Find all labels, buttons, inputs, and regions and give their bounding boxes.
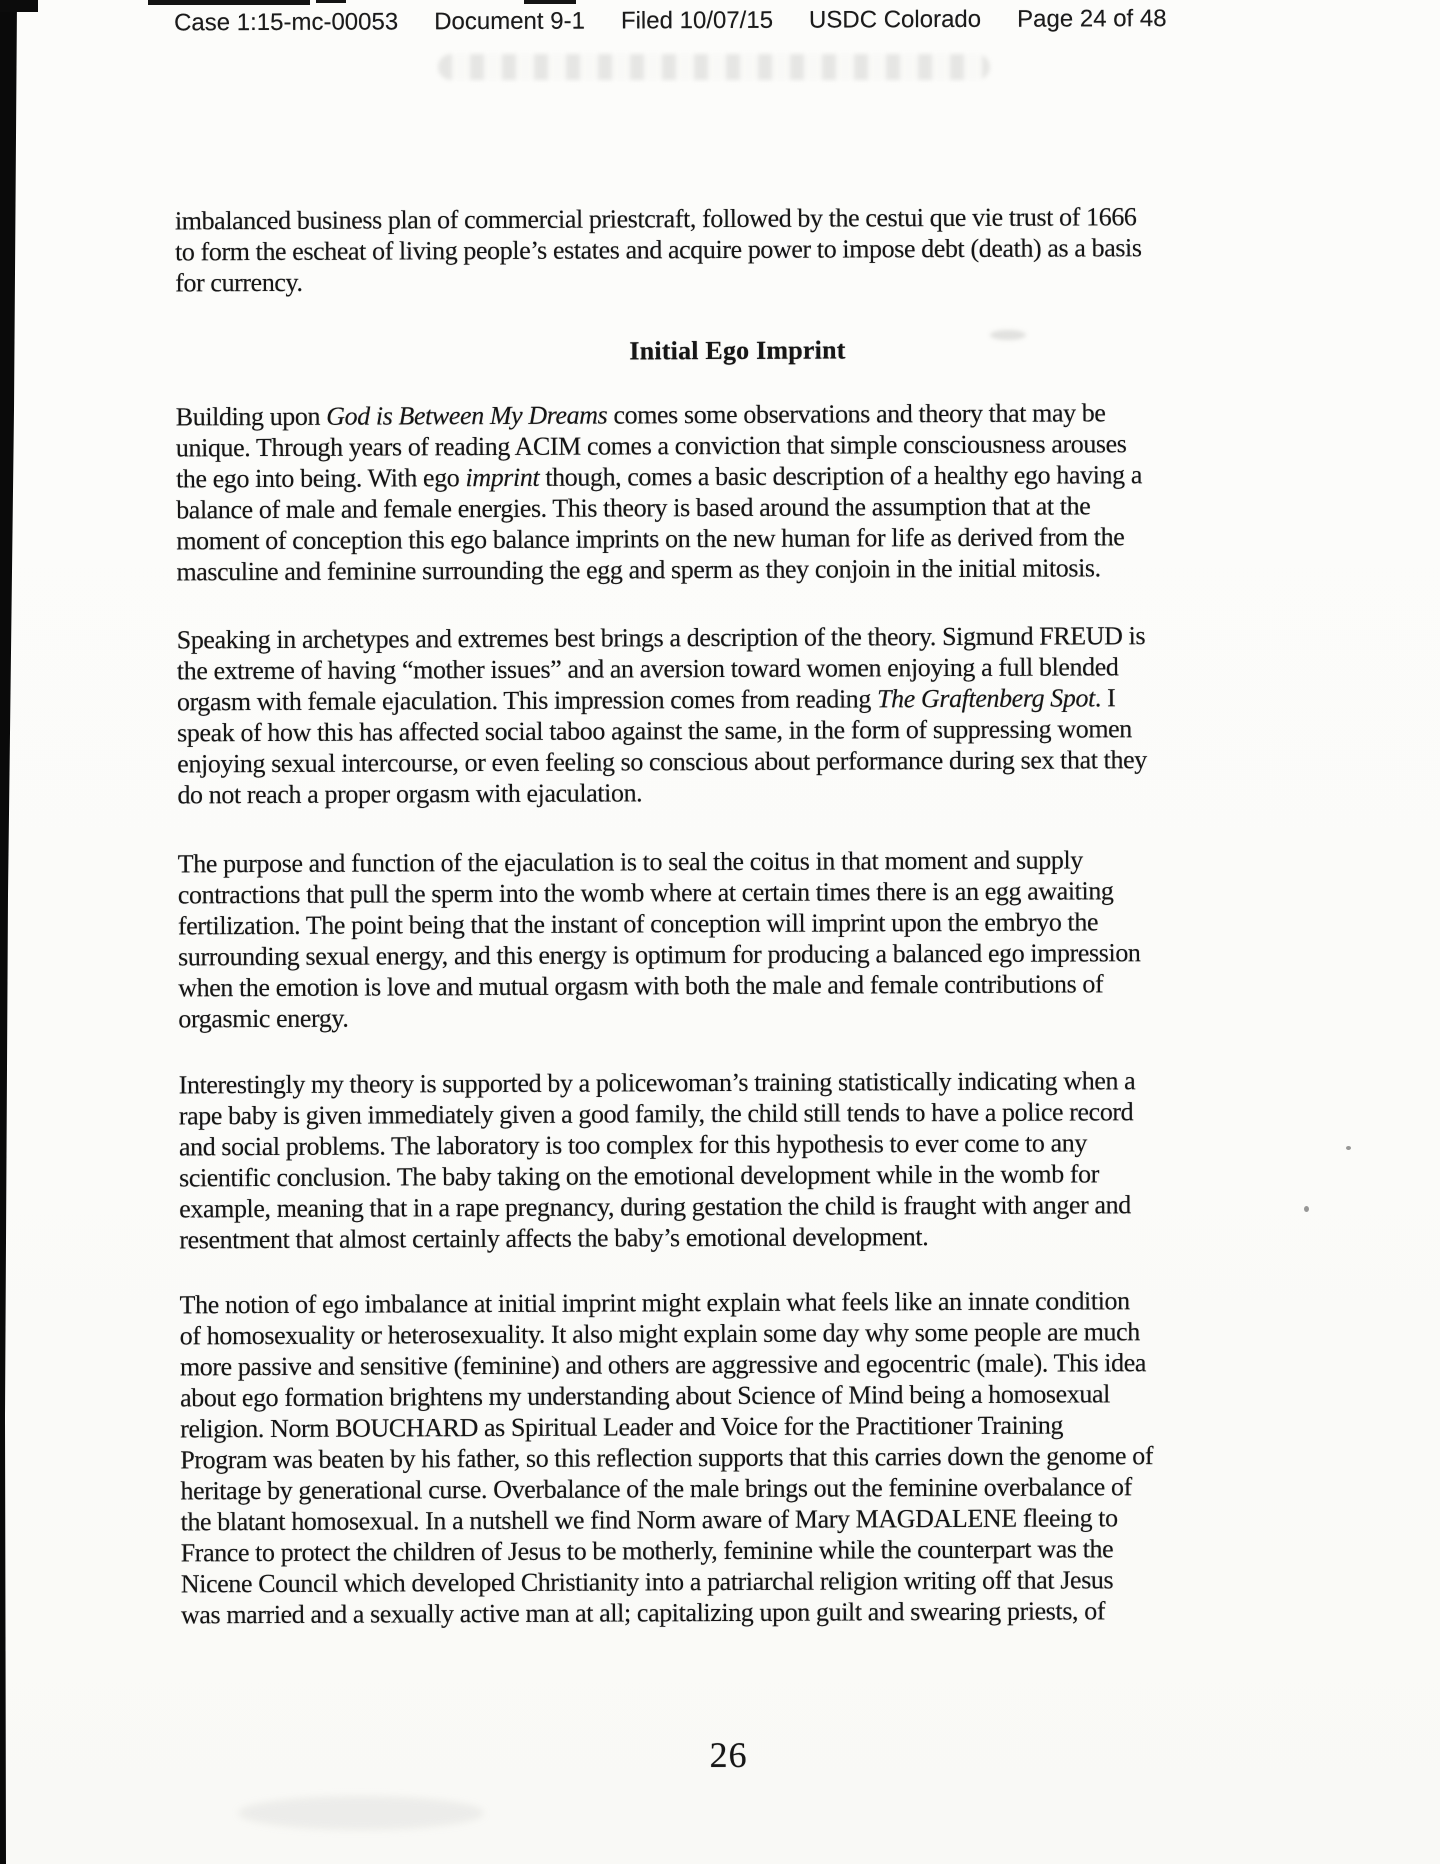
paragraph (176, 397, 1143, 587)
text-run: scientific conclusion. The baby taking on the emotional development while in the womb for (179, 1159, 1100, 1193)
court-stamp-header (174, 5, 1167, 37)
text-line (181, 1533, 1154, 1568)
text-line (178, 968, 1141, 1003)
text-line (175, 232, 1142, 267)
text-line (176, 521, 1142, 556)
paragraph (179, 1065, 1136, 1255)
text-line (175, 201, 1142, 236)
text-line (181, 1595, 1154, 1630)
text-run: The purpose and function of the ejaculation is to seal the coitus in that moment and supply (177, 845, 1083, 879)
paragraph (180, 1285, 1154, 1630)
paragraph (177, 620, 1147, 810)
text-line (176, 490, 1142, 525)
text-run: Building upon (175, 401, 327, 432)
text-run: the ego into being. With ego (175, 463, 466, 494)
text-line (177, 682, 1147, 717)
text-line (180, 1409, 1153, 1444)
text-run: orgasm with female ejaculation. This impression comes from reading (176, 684, 878, 717)
text-run: France to protect the children of Jesus to be motherly, feminine while the counterpart was the (180, 1534, 1114, 1568)
text-line (177, 744, 1147, 779)
text-line (176, 397, 1142, 432)
text-run: masculine and feminine surrounding the egg and sperm as they conjoin in the initial mitosis. (176, 553, 1101, 587)
text-run: unique. Through years of reading ACIM comes a conviction that simple consciousness arouses (175, 429, 1127, 463)
italic-text-run: The Graftenberg Spot (876, 683, 1095, 714)
text-run: more passive and sensitive (feminine) and others are aggressive and egocentric (male). This idea (179, 1348, 1147, 1382)
text-line (178, 906, 1141, 941)
text-line (177, 651, 1147, 686)
header-case-number: Case 1:15-mc-00053 (173, 8, 399, 37)
page-number: 26 (709, 1734, 748, 1776)
text-run: fertilization. The point being that the instant of conception will imprint upon the embryo the (177, 907, 1099, 941)
text-line (175, 263, 1142, 298)
text-line (179, 1065, 1136, 1100)
text-line (181, 1502, 1154, 1537)
text-line (179, 1127, 1136, 1162)
text-run: imbalanced business plan of commercial priestcraft, followed by the cestui que vie trust of 1666 (174, 202, 1137, 236)
text-run: heritage by generational curse. Overbalance of the male brings out the feminine overbalance of (180, 1472, 1132, 1506)
text-line (176, 459, 1142, 494)
text-run: resentment that almost certainly affects the baby’s emotional development. (179, 1222, 929, 1255)
italic-text-run: God is Between My Dreams (326, 400, 608, 431)
text-line (179, 1096, 1136, 1131)
text-run: rape baby is given immediately given a good family, the child still tends to have a police record (178, 1097, 1134, 1131)
text-line (178, 937, 1141, 972)
text-run: was married and a sexually active man at all; capitalizing upon guilt and swearing priests, of (180, 1596, 1106, 1630)
text-line (178, 844, 1141, 879)
text-run: Program was beaten by his father, so this reflection supports that this carries down the genome of (180, 1441, 1154, 1475)
text-line (180, 1378, 1153, 1413)
text-run: Interestingly my theory is supported by a policewoman’s training statistically indicating when a (178, 1066, 1136, 1100)
header-document-number: Document 9-1 (434, 7, 585, 36)
text-line (176, 552, 1142, 587)
text-line (180, 1285, 1153, 1320)
text-line (177, 775, 1147, 810)
header-page-count: Page 24 of 48 (1017, 5, 1167, 33)
text-run: to form the escheat of living people’s estates and acquire power to impose debt (death) as a basis (174, 233, 1142, 267)
text-line (180, 1316, 1153, 1351)
paragraph (178, 844, 1141, 1034)
text-line (179, 1220, 1136, 1255)
text-run: comes some observations and theory that may be (607, 398, 1106, 430)
text-line (177, 713, 1147, 748)
text-run: enjoying sexual intercourse, or even feeling so conscious about performance during sex that they (177, 745, 1147, 779)
text-run: religion. Norm BOUCHARD as Spiritual Leader and Voice for the Practitioner Training (180, 1410, 1064, 1444)
text-run: contractions that pull the sperm into the womb where at certain times there is an egg awaiting (177, 876, 1114, 910)
text-run: Nicene Council which developed Christianity into a patriarchal religion writing off that Jesus (180, 1565, 1114, 1599)
text-run: though, comes a basic description of a healthy ego having a (539, 460, 1143, 492)
italic-text-run: imprint (465, 462, 540, 493)
text-line (176, 428, 1142, 463)
text-line (178, 875, 1141, 910)
text-run: moment of conception this ego balance imprints on the new human for life as derived from the (176, 522, 1125, 556)
text-run: speak of how this has affected social taboo against the same, in the form of suppressing women (177, 714, 1132, 748)
text-run: balance of male and female energies. This theory is based around the assumption that at the (176, 491, 1091, 525)
text-run: when the emotion is love and mutual orgasm with both the male and female contributions of (178, 969, 1104, 1003)
text-run: the blatant homosexual. In a nutshell we find Norm aware of Mary MAGDALENE fleeing to (180, 1503, 1118, 1537)
text-line (178, 999, 1141, 1034)
text-run: orgasmic energy. (178, 1003, 349, 1034)
header-filed-date: Filed 10/07/15 (620, 6, 774, 35)
text-run: for currency. (175, 267, 303, 298)
text-run: do not reach a proper orgasm with ejaculation. (177, 778, 643, 810)
text-run: example, meaning that in a rape pregnancy, during gestation the child is fraught with anger and (179, 1190, 1131, 1224)
section-heading: Initial Ego Imprint (629, 335, 846, 366)
text-run: surrounding sexual energy, and this energy is optimum for producing a balanced ego impression (178, 938, 1141, 972)
text-line (177, 620, 1147, 655)
text-line (180, 1440, 1153, 1475)
header-court-name: USDC Colorado (808, 5, 982, 34)
text-run: and social problems. The laboratory is too complex for this hypothesis to ever come to any (178, 1128, 1087, 1162)
text-run: of homosexuality or heterosexuality. It also might explain some day why some people are much (179, 1317, 1140, 1351)
text-line (180, 1347, 1153, 1382)
text-run: the extreme of having “mother issues” and an aversion toward women enjoying a full blended (176, 652, 1119, 686)
text-run: . I (1094, 683, 1116, 713)
text-line (179, 1158, 1136, 1193)
text-run: Speaking in archetypes and extremes best brings a description of the theory. Sigmund FREUD is (176, 621, 1146, 655)
text-run: The notion of ego imbalance at initial imprint might explain what feels like an innate condition (179, 1286, 1130, 1320)
paragraph (175, 201, 1142, 298)
text-run: about ego formation brightens my understanding about Science of Mind being a homosexual (179, 1379, 1110, 1413)
text-line (181, 1564, 1154, 1599)
text-line (180, 1471, 1153, 1506)
text-line (179, 1189, 1136, 1224)
